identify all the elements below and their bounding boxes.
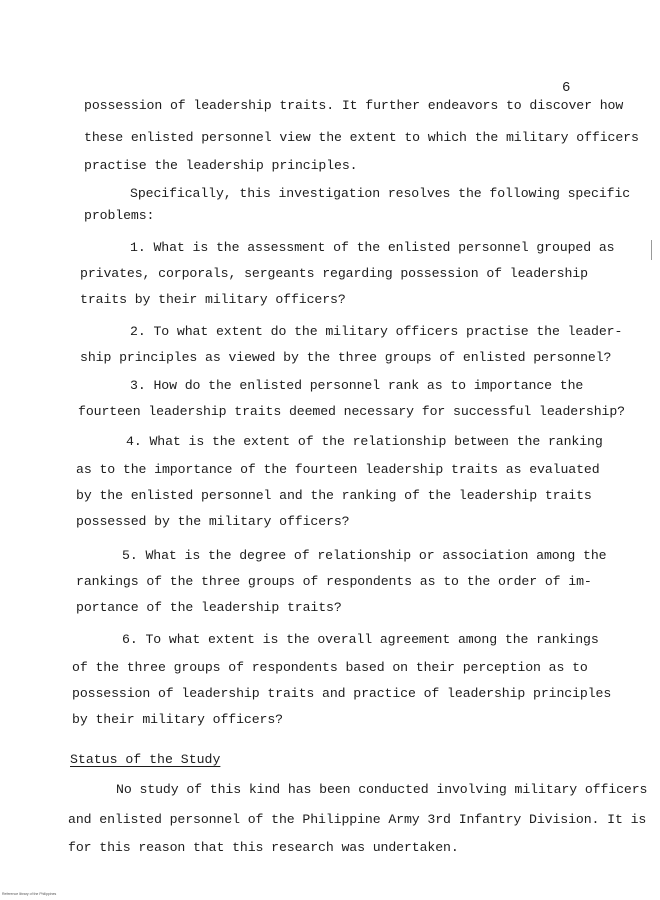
problem-2-line: ship principles as viewed by the three groups of enlisted personnel? — [80, 350, 612, 365]
page-number: 6 — [562, 80, 571, 96]
section-body-line: and enlisted personnel of the Philippine Army 3rd Infantry Division. It is — [68, 812, 647, 827]
problem-5-line: 5. What is the degree of relationship or association among the — [122, 548, 607, 563]
problem-4-line: possessed by the military officers? — [76, 514, 350, 529]
body-line: practise the leadership principles. — [84, 158, 358, 173]
problem-6-line: possession of leadership traits and practice of leadership principles — [72, 686, 612, 701]
problem-6-line: by their military officers? — [72, 712, 283, 727]
problem-3-line: 3. How do the enlisted personnel rank as to importance the — [130, 378, 584, 393]
problem-6-line: 6. To what extent is the overall agreement among the rankings — [122, 632, 599, 647]
problem-1-line: privates, corporals, sergeants regarding possession of leadership — [80, 266, 588, 281]
body-line: Specifically, this investigation resolves the following specific — [130, 186, 631, 201]
body-line: possession of leadership traits. It further endeavors to discover how — [84, 98, 624, 113]
problem-4-line: as to the importance of the fourteen leadership traits as evaluated — [76, 462, 600, 477]
body-line: problems: — [84, 208, 155, 223]
problem-4-line: by the enlisted personnel and the ranking of the leadership traits — [76, 488, 592, 503]
problem-6-line: of the three groups of respondents based on their perception as to — [72, 660, 588, 675]
margin-mark — [651, 240, 652, 260]
scan-footer: Reference library of the Philippines — [2, 892, 57, 896]
problem-1-line: 1. What is the assessment of the enlisted personnel grouped as — [130, 240, 615, 255]
problem-1-line: traits by their military officers? — [80, 292, 346, 307]
section-heading: Status of the Study — [70, 752, 221, 767]
problem-5-line: portance of the leadership traits? — [76, 600, 342, 615]
section-body-line: for this reason that this research was undertaken. — [68, 840, 459, 855]
problem-4-line: 4. What is the extent of the relationship between the ranking — [126, 434, 603, 449]
body-line: these enlisted personnel view the extent to which the military officers — [84, 130, 639, 145]
problem-3-line: fourteen leadership traits deemed necessary for successful leadership? — [78, 404, 625, 419]
problem-2-line: 2. To what extent do the military officers practise the leader- — [130, 324, 623, 339]
problem-5-line: rankings of the three groups of respondents as to the order of im- — [76, 574, 592, 589]
section-body-line: No study of this kind has been conducted involving military officers — [116, 782, 648, 797]
